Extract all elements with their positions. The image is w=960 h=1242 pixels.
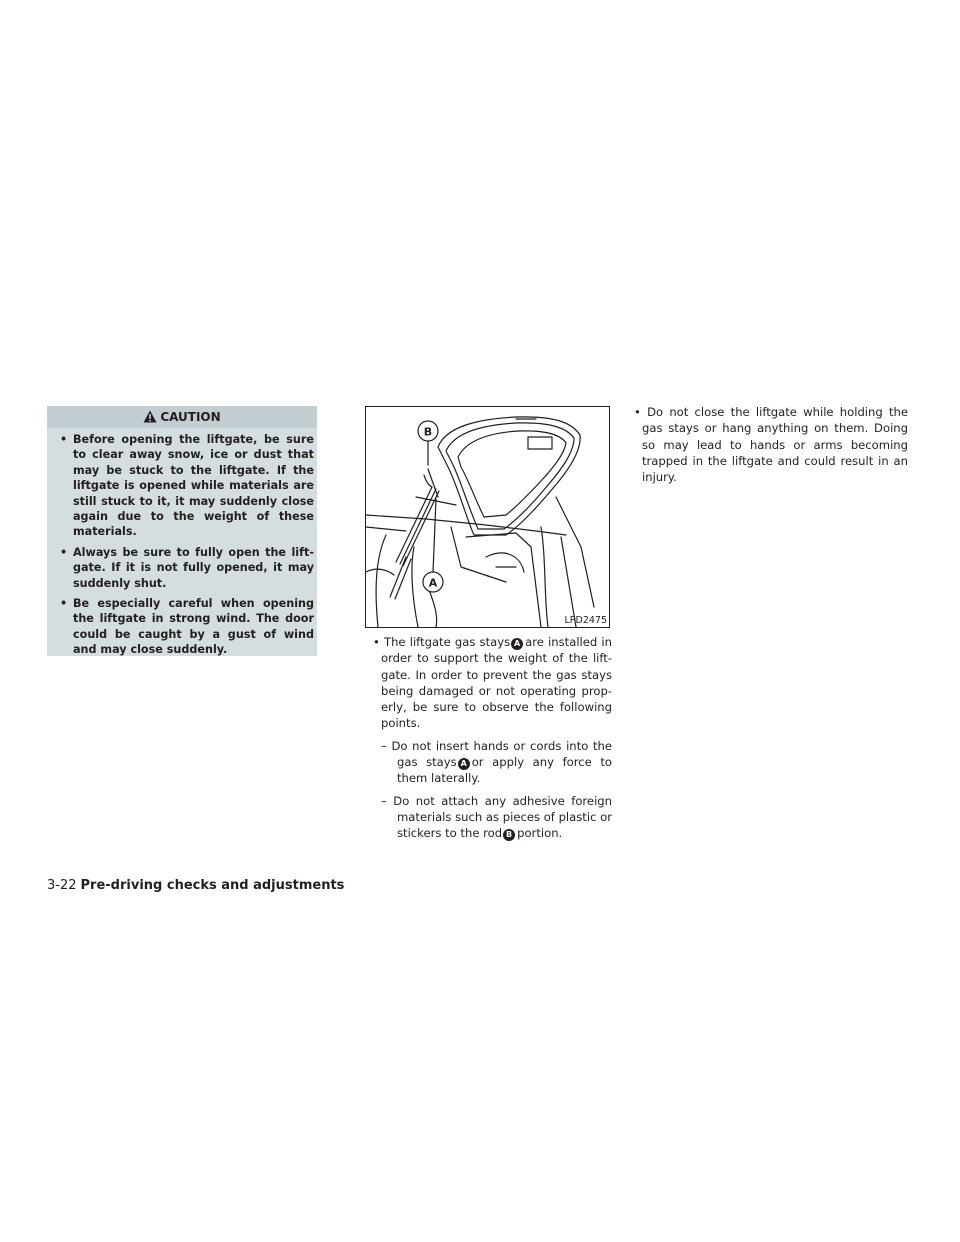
liftgate-bullet: • Do not close the liftgate while holding the gas stays or hang anything on them. Doing so may lead to hands or arms becoming trapped in the liftgate and could result in an injury. [634, 405, 908, 485]
liftgate-drawing [366, 407, 609, 627]
figure-code: LPD2475 [564, 615, 607, 626]
callout-a-icon: A [511, 638, 523, 650]
callout-a-icon: A [458, 758, 470, 770]
callout-b-label: B [423, 425, 433, 439]
gas-stay-sub-item: – Do not insert hands or cords into the gas stays A or apply any force to them laterally. [381, 738, 612, 786]
caution-item: • Always be sure to fully open the lift-gate. If it is not fully opened, it may suddenly shut. [60, 545, 314, 591]
gas-stay-sub-item: – Do not attach any adhesive foreign materials such as pieces of plastic or stickers to the rod B portion. [381, 793, 612, 841]
page-number: 3-22 [47, 878, 77, 893]
liftgate-illustration [365, 406, 610, 628]
warning-icon [143, 408, 157, 430]
gas-stay-text [365, 634, 612, 848]
callout-a-label: A [428, 576, 438, 590]
caution-item: • Be especially careful when opening the liftgate in strong wind. The door could be caught by a gust of wind and may close suddenly. [60, 596, 314, 658]
section-title: Pre-driving checks and adjustments [80, 878, 345, 893]
page-footer [47, 878, 344, 894]
callout-b-icon: B [503, 829, 515, 841]
caution-box [47, 406, 317, 656]
liftgate-warning-text [626, 404, 908, 491]
gas-stay-bullet: • The liftgate gas stays A are installed in order to support the weight of the lift-gate. In order to prevent the gas stays being damaged or not operating prop-erly, be sure to observe the following points. [373, 635, 612, 731]
caution-item: • Before opening the liftgate, be sure to clear away snow, ice or dust that may be stuck to the liftgate. If the liftgate is opened while materials are still stuck to it, it may suddenly close again due to the weight of these materials. [60, 432, 314, 540]
caution-title: CAUTION [160, 410, 221, 424]
caution-header [47, 406, 317, 428]
caution-list [47, 428, 317, 658]
